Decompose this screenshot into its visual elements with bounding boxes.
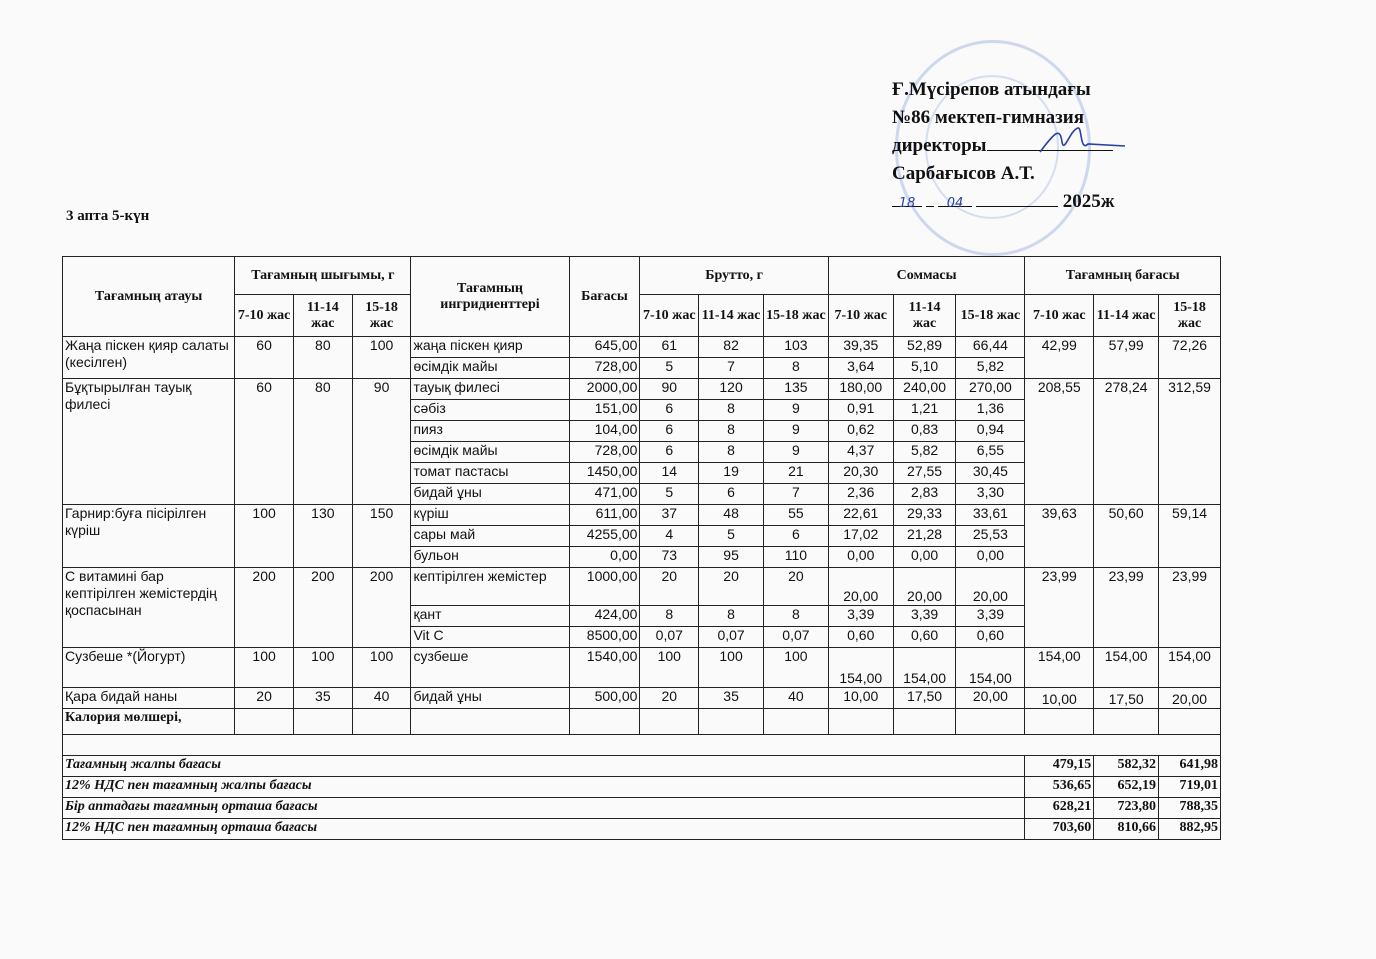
ingredient-brutto: 35	[699, 688, 764, 709]
dish-price: 154,00	[1094, 648, 1159, 688]
ingredient-sum: 21,28	[893, 526, 956, 547]
calorie-row	[63, 709, 1221, 735]
header-age-2: 11-14 жас	[293, 295, 352, 337]
ingredient-sum: 4,37	[828, 442, 893, 463]
ingredient-sum: 180,00	[828, 379, 893, 400]
ingredient-sum: 0,60	[956, 627, 1025, 648]
ingredient-sum: 66,44	[956, 337, 1025, 358]
ingredient-name: қант	[411, 606, 569, 627]
empty-cell	[569, 709, 640, 735]
ingredient-brutto: 6	[699, 484, 764, 505]
ingredient-sum: 0,91	[828, 400, 893, 421]
ingredient-sum: 0,94	[956, 421, 1025, 442]
ingredient-price: 645,00	[569, 337, 640, 358]
table-row	[63, 337, 1221, 358]
ingredient-sum: 3,64	[828, 358, 893, 379]
empty-cell	[1159, 709, 1221, 735]
dish-price: 57,99	[1094, 337, 1159, 379]
ingredient-brutto: 90	[640, 379, 699, 400]
dish-output: 80	[293, 379, 352, 505]
header-output: Тағамның шығымы, г	[235, 257, 411, 295]
ingredient-brutto: 21	[763, 463, 828, 484]
ingredient-sum: 39,35	[828, 337, 893, 358]
ingredient-brutto: 8	[763, 606, 828, 627]
ingredient-sum: 0,60	[828, 627, 893, 648]
ingredient-brutto: 8	[699, 421, 764, 442]
ingredient-price: 500,00	[569, 688, 640, 709]
dish-price: 39,63	[1025, 505, 1094, 568]
dish-name: Қара бидай наны	[63, 688, 235, 709]
ingredient-sum: 2,83	[893, 484, 956, 505]
dish-price: 154,00	[1025, 648, 1094, 688]
ingredient-name: сары май	[411, 526, 569, 547]
ingredient-price: 471,00	[569, 484, 640, 505]
ingredient-price: 2000,00	[569, 379, 640, 400]
header-brutto: Брутто, г	[640, 257, 828, 295]
total-value: 882,95	[1159, 819, 1221, 840]
ingredient-sum: 20,00	[828, 568, 893, 606]
total-value: 723,80	[1094, 798, 1159, 819]
ingredient-brutto: 110	[763, 547, 828, 568]
ingredient-brutto: 8	[699, 606, 764, 627]
ingredient-sum: 3,30	[956, 484, 1025, 505]
ingredient-price: 1540,00	[569, 648, 640, 688]
dish-output: 150	[352, 505, 411, 568]
dish-output: 130	[293, 505, 352, 568]
table-row	[63, 568, 1221, 606]
total-value: 628,21	[1025, 798, 1094, 819]
empty-cell	[640, 709, 699, 735]
total-row	[63, 819, 1221, 840]
ingredient-name: жаңа піскен қияр	[411, 337, 569, 358]
dish-output: 100	[352, 337, 411, 379]
dish-price: 72,26	[1159, 337, 1221, 379]
ingredient-sum: 20,00	[956, 568, 1025, 606]
ingredient-brutto: 20	[763, 568, 828, 606]
approval-line-3: директоры	[892, 135, 987, 156]
empty-cell	[699, 709, 764, 735]
dish-name: Сузбеше *(Йогурт)	[63, 648, 235, 688]
ingredient-brutto: 8	[763, 358, 828, 379]
dish-price: 23,99	[1025, 568, 1094, 648]
ingredient-brutto: 20	[640, 568, 699, 606]
approval-day: 18	[898, 196, 916, 211]
ingredient-brutto: 9	[763, 421, 828, 442]
empty-cell	[893, 709, 956, 735]
total-value: 536,65	[1025, 777, 1094, 798]
empty-cell	[763, 709, 828, 735]
ingredient-name: пияз	[411, 421, 569, 442]
empty-cell	[293, 709, 352, 735]
header-age-2: 11-14 жас	[893, 295, 956, 337]
header-ingredients: Тағамның ингридиенттері	[411, 257, 569, 337]
ingredient-sum: 154,00	[893, 648, 956, 688]
ingredient-brutto: 6	[640, 421, 699, 442]
ingredient-sum: 17,02	[828, 526, 893, 547]
approval-month: 04	[946, 196, 964, 211]
total-label: 12% НДС пен тағамның жалпы бағасы	[63, 777, 1025, 798]
ingredient-sum: 5,82	[893, 442, 956, 463]
ingredient-brutto: 4	[640, 526, 699, 547]
menu-table	[62, 256, 1221, 840]
ingredient-sum: 52,89	[893, 337, 956, 358]
ingredient-brutto: 20	[640, 688, 699, 709]
dish-output: 80	[293, 337, 352, 379]
empty-cell	[1025, 709, 1094, 735]
dish-price: 278,24	[1094, 379, 1159, 505]
dish-output: 200	[293, 568, 352, 648]
ingredient-brutto: 55	[763, 505, 828, 526]
ingredient-name: бидай ұны	[411, 688, 569, 709]
ingredient-sum: 240,00	[893, 379, 956, 400]
ingredient-price: 8500,00	[569, 627, 640, 648]
ingredient-price: 728,00	[569, 442, 640, 463]
header-age-3: 15-18 жас	[352, 295, 411, 337]
ingredient-sum: 0,00	[893, 547, 956, 568]
ingredient-brutto: 20	[699, 568, 764, 606]
ingredient-sum: 10,00	[828, 688, 893, 709]
dish-output: 60	[235, 379, 294, 505]
total-value: 652,19	[1094, 777, 1159, 798]
dish-output: 90	[352, 379, 411, 505]
dish-price: 50,60	[1094, 505, 1159, 568]
dish-name: Жаңа піскен қияр салаты (кесілген)	[63, 337, 235, 379]
ingredient-brutto: 8	[699, 442, 764, 463]
spacer-row	[63, 735, 1221, 756]
ingredient-price: 1000,00	[569, 568, 640, 606]
ingredient-sum: 25,53	[956, 526, 1025, 547]
header-age-1: 7-10 жас	[640, 295, 699, 337]
table-row	[63, 379, 1221, 400]
ingredient-brutto: 120	[699, 379, 764, 400]
ingredient-brutto: 103	[763, 337, 828, 358]
header-age-1: 7-10 жас	[1025, 295, 1094, 337]
ingredient-price: 424,00	[569, 606, 640, 627]
ingredient-price: 104,00	[569, 421, 640, 442]
ingredient-sum: 27,55	[893, 463, 956, 484]
ingredient-brutto: 5	[640, 484, 699, 505]
dish-price: 17,50	[1094, 688, 1159, 709]
ingredient-brutto: 8	[640, 606, 699, 627]
total-value: 810,66	[1094, 819, 1159, 840]
ingredient-brutto: 61	[640, 337, 699, 358]
approval-line-4: Сарбағысов А.Т.	[892, 163, 1035, 184]
empty-cell	[352, 709, 411, 735]
ingredient-name: томат пастасы	[411, 463, 569, 484]
ingredient-sum: 17,50	[893, 688, 956, 709]
total-row	[63, 798, 1221, 819]
ingredient-name: Vit C	[411, 627, 569, 648]
ingredient-sum: 29,33	[893, 505, 956, 526]
ingredient-name: бульон	[411, 547, 569, 568]
total-value: 788,35	[1159, 798, 1221, 819]
ingredient-price: 151,00	[569, 400, 640, 421]
approval-line-1: Ғ.Мүсірепов атындағы	[892, 79, 1091, 100]
dish-price: 23,99	[1094, 568, 1159, 648]
ingredient-sum: 0,83	[893, 421, 956, 442]
ingredient-sum: 154,00	[956, 648, 1025, 688]
ingredient-brutto: 100	[640, 648, 699, 688]
dish-output: 60	[235, 337, 294, 379]
ingredient-sum: 22,61	[828, 505, 893, 526]
empty-cell	[956, 709, 1025, 735]
header-age-2: 11-14 жас	[699, 295, 764, 337]
ingredient-sum: 1,36	[956, 400, 1025, 421]
dish-price: 23,99	[1159, 568, 1221, 648]
ingredient-brutto: 40	[763, 688, 828, 709]
dish-output: 100	[293, 648, 352, 688]
ingredient-sum: 2,36	[828, 484, 893, 505]
dish-output: 200	[352, 568, 411, 648]
ingredient-brutto: 7	[699, 358, 764, 379]
ingredient-brutto: 48	[699, 505, 764, 526]
ingredient-sum: 1,21	[893, 400, 956, 421]
ingredient-brutto: 8	[699, 400, 764, 421]
ingredient-price: 611,00	[569, 505, 640, 526]
ingredient-sum: 0,00	[956, 547, 1025, 568]
ingredient-brutto: 0,07	[640, 627, 699, 648]
ingredient-brutto: 6	[763, 526, 828, 547]
ingredient-name: өсімдік майы	[411, 358, 569, 379]
total-row	[63, 756, 1221, 777]
approval-year: 2025ж	[1062, 191, 1115, 212]
ingredient-brutto: 100	[763, 648, 828, 688]
dish-output: 40	[352, 688, 411, 709]
ingredient-brutto: 5	[699, 526, 764, 547]
dish-output: 20	[235, 688, 294, 709]
empty-cell	[235, 709, 294, 735]
ingredient-brutto: 73	[640, 547, 699, 568]
ingredient-sum: 3,39	[828, 606, 893, 627]
ingredient-brutto: 7	[763, 484, 828, 505]
ingredient-brutto: 37	[640, 505, 699, 526]
ingredient-sum: 0,62	[828, 421, 893, 442]
header-age-1: 7-10 жас	[235, 295, 294, 337]
ingredient-sum: 30,45	[956, 463, 1025, 484]
table-row	[63, 648, 1221, 688]
empty-cell	[1094, 709, 1159, 735]
ingredient-price: 728,00	[569, 358, 640, 379]
total-value: 582,32	[1094, 756, 1159, 777]
week-day-label: 3 апта 5-күн	[66, 208, 150, 224]
ingredient-name: өсімдік майы	[411, 442, 569, 463]
table-row	[63, 688, 1221, 709]
ingredient-sum: 3,39	[956, 606, 1025, 627]
ingredient-brutto: 6	[640, 442, 699, 463]
empty-cell	[411, 709, 569, 735]
ingredient-brutto: 6	[640, 400, 699, 421]
dish-output: 200	[235, 568, 294, 648]
header-age-3: 15-18 жас	[1159, 295, 1221, 337]
calorie-label: Калория мөлшері,	[63, 709, 235, 735]
header-age-3: 15-18 жас	[956, 295, 1025, 337]
header-age-2: 11-14 жас	[1094, 295, 1159, 337]
ingredient-name: тауық филесі	[411, 379, 569, 400]
director-signature	[1030, 122, 1130, 162]
ingredient-sum: 5,10	[893, 358, 956, 379]
total-value: 719,01	[1159, 777, 1221, 798]
total-value: 641,98	[1159, 756, 1221, 777]
ingredient-brutto: 19	[699, 463, 764, 484]
ingredient-sum: 20,00	[956, 688, 1025, 709]
ingredient-name: кептірілген жемістер	[411, 568, 569, 606]
ingredient-name: бидай ұны	[411, 484, 569, 505]
total-label: Бір аптадағы тағамның орташа бағасы	[63, 798, 1025, 819]
dish-output: 100	[235, 505, 294, 568]
ingredient-brutto: 82	[699, 337, 764, 358]
ingredient-sum: 20,00	[893, 568, 956, 606]
dish-price: 312,59	[1159, 379, 1221, 505]
dish-price: 42,99	[1025, 337, 1094, 379]
dish-price: 20,00	[1159, 688, 1221, 709]
ingredient-sum: 20,30	[828, 463, 893, 484]
header-price: Бағасы	[569, 257, 640, 337]
ingredient-brutto: 95	[699, 547, 764, 568]
ingredient-price: 1450,00	[569, 463, 640, 484]
dish-output: 100	[235, 648, 294, 688]
total-label: 12% НДС пен тағамның орташа бағасы	[63, 819, 1025, 840]
ingredient-name: сәбіз	[411, 400, 569, 421]
ingredient-brutto: 135	[763, 379, 828, 400]
ingredient-sum: 5,82	[956, 358, 1025, 379]
ingredient-brutto: 0,07	[763, 627, 828, 648]
ingredient-name: күріш	[411, 505, 569, 526]
dish-price: 208,55	[1025, 379, 1094, 505]
ingredient-sum: 6,55	[956, 442, 1025, 463]
total-value: 479,15	[1025, 756, 1094, 777]
ingredient-price: 0,00	[569, 547, 640, 568]
empty-cell	[63, 735, 1221, 756]
ingredient-brutto: 9	[763, 400, 828, 421]
dish-name: Бұқтырылған тауық филесі	[63, 379, 235, 505]
header-dish-name: Тағамның атауы	[63, 257, 235, 337]
ingredient-sum: 33,61	[956, 505, 1025, 526]
header-age-3: 15-18 жас	[763, 295, 828, 337]
approval-line-2: №86 мектеп-гимназия	[892, 107, 1085, 128]
ingredient-sum: 3,39	[893, 606, 956, 627]
ingredient-brutto: 0,07	[699, 627, 764, 648]
total-row	[63, 777, 1221, 798]
dish-output: 35	[293, 688, 352, 709]
ingredient-brutto: 100	[699, 648, 764, 688]
ingredient-brutto: 9	[763, 442, 828, 463]
ingredient-sum: 0,60	[893, 627, 956, 648]
ingredient-sum: 270,00	[956, 379, 1025, 400]
total-value: 703,60	[1025, 819, 1094, 840]
empty-cell	[828, 709, 893, 735]
ingredient-brutto: 14	[640, 463, 699, 484]
header-sum: Соммасы	[828, 257, 1025, 295]
header-dish-price: Тағамның бағасы	[1025, 257, 1221, 295]
ingredient-price: 4255,00	[569, 526, 640, 547]
dish-name: С витамині бар кептірілген жемістердің қоспасынан	[63, 568, 235, 648]
total-label: Тағамның жалпы бағасы	[63, 756, 1025, 777]
dish-price: 154,00	[1159, 648, 1221, 688]
ingredient-brutto: 5	[640, 358, 699, 379]
ingredient-name: сузбеше	[411, 648, 569, 688]
dish-price: 59,14	[1159, 505, 1221, 568]
dish-price: 10,00	[1025, 688, 1094, 709]
ingredient-sum: 154,00	[828, 648, 893, 688]
dish-output: 100	[352, 648, 411, 688]
ingredient-sum: 0,00	[828, 547, 893, 568]
table-row	[63, 505, 1221, 526]
dish-name: Гарнир:буға пісірілген күріш	[63, 505, 235, 568]
header-age-1: 7-10 жас	[828, 295, 893, 337]
